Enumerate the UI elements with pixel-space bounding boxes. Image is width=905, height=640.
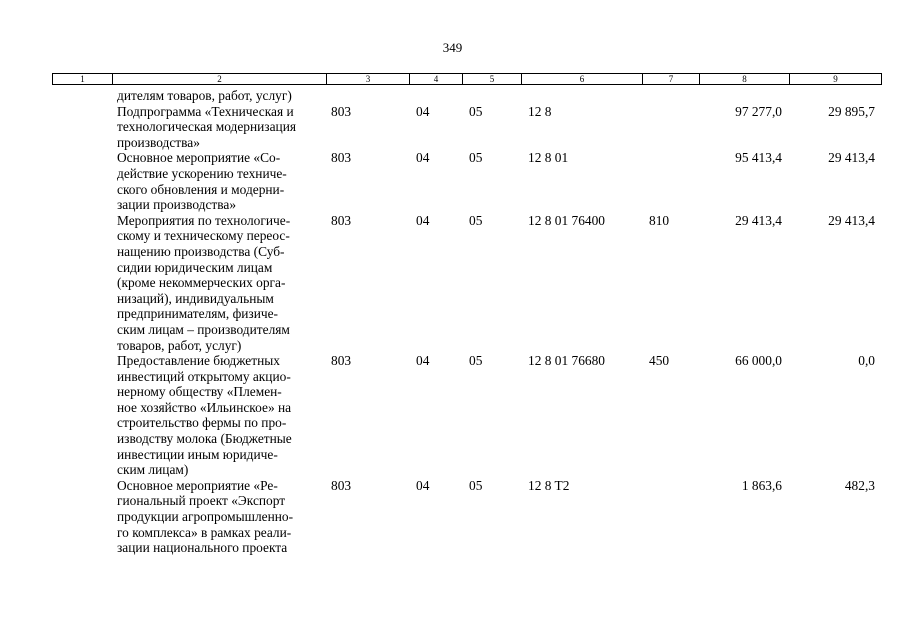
item-name-line: зации национального проекта [117,540,288,556]
item-name-line: Мероприятия по технологиче- [117,212,291,228]
column-number-header [52,73,882,85]
section-code-cell: 04 [416,212,430,228]
item-name-line: нерному обществу «Племен- [117,384,282,400]
item-name-line: производства» [117,134,200,150]
item-name-line: Основное мероприятие «Со- [117,150,281,166]
expense-type-cell [642,104,699,151]
row-number-cell [52,88,112,104]
amount-cell: 29 413,4 [828,212,875,228]
item-name-line: дителям товаров, работ, услуг) [117,88,292,103]
expense-type-cell: 450 [649,353,670,369]
amount-cell: 29 895,7 [828,103,875,119]
target-article-cell: 12 8 01 76680 [528,353,605,369]
item-name-line: технологическая модернизация [117,119,297,135]
ministry-code-cell: 803 [331,103,352,119]
item-name-line: Основное мероприятие «Ре- [117,477,278,493]
table-row [52,478,880,556]
column-number-3: 3 [327,74,410,84]
section-code-cell: 04 [416,150,430,166]
row-number-cell [52,353,112,478]
item-name-cell [112,88,326,104]
column-number-9: 9 [833,74,838,84]
ministry-code-cell: 803 [331,212,352,228]
item-name-cell [112,478,326,556]
subsection-code-cell: 05 [469,103,483,119]
item-name-line: зации производства» [117,197,237,213]
item-name-line: (кроме некоммерческих орга- [117,275,286,291]
item-name-line: гиональный проект «Экспорт [117,493,286,509]
item-name-line: товаров, работ, услуг) [117,337,242,353]
column-number-2: 2 [113,74,327,84]
expense-type-cell: 810 [649,212,670,228]
subsection-code-cell: 05 [469,353,483,369]
page-number: 349 [442,40,463,55]
amount-cell: 1 863,6 [741,477,782,493]
item-name-cell [112,353,326,478]
item-name-line: Предоставление бюджетных [117,353,280,369]
column-number-6: 6 [522,74,643,84]
item-name-line: предпринимателям, физиче- [117,306,279,322]
subsection-code-cell: 05 [469,212,483,228]
section-code-cell [409,88,462,104]
item-name-line: Подпрограмма «Техническая и [117,103,294,119]
item-name-line: действие ускорению техниче- [117,165,287,181]
amount-cell: 29 413,4 [735,212,782,228]
item-name-line: изводству молока (Бюджетные [117,431,292,447]
item-name-cell [112,213,326,353]
column-number-5: 5 [463,74,522,84]
row-number-cell [52,478,112,556]
subsection-code-cell: 05 [469,477,483,493]
target-article-cell: 12 8 T2 [528,477,570,493]
target-article-cell [521,88,642,104]
item-name-line: ского обновления и модерни- [117,181,285,197]
item-name-cell [112,104,326,151]
budget-table-body [52,88,880,556]
column-number-7: 7 [643,74,700,84]
ministry-code-cell: 803 [331,477,352,493]
table-row [52,150,880,212]
subsection-code-cell [462,88,521,104]
expense-type-cell [642,478,699,556]
table-row [52,104,880,151]
item-name-line: строительство фермы по про- [117,415,287,431]
item-name-line: ским лицам) [117,462,189,478]
table-row [52,213,880,353]
ministry-code-cell [326,88,409,104]
expense-type-cell [642,150,699,212]
column-number-1: 1 [53,74,113,84]
row-number-cell [52,150,112,212]
column-number-4: 4 [410,74,463,84]
amount-cell: 29 413,4 [828,150,875,166]
amount-cell [789,88,880,104]
table-row [52,353,880,478]
item-name-line: ским лицам – производителям [117,321,290,337]
amount-cell: 66 000,0 [735,353,782,369]
item-name-line: продукции агропромышленно- [117,509,294,525]
item-name-cell [112,150,326,212]
table-row [52,88,880,104]
item-name-line: сидии юридическим лицам [117,259,273,275]
expense-type-cell [642,88,699,104]
item-name-line: го комплекса» в рамках реали- [117,524,292,540]
item-name-line: низаций), индивидуальным [117,290,274,306]
item-name-line: инвестиции иным юридиче- [117,446,278,462]
item-name-line: нащению производства (Суб- [117,243,285,259]
ministry-code-cell: 803 [331,150,352,166]
amount-cell: 0,0 [858,353,875,369]
section-code-cell: 04 [416,103,430,119]
section-code-cell: 04 [416,353,430,369]
amount-cell: 95 413,4 [735,150,782,166]
section-code-cell: 04 [416,477,430,493]
amount-cell [699,88,789,104]
item-name-line: ное хозяйство «Ильинское» на [117,399,292,415]
amount-cell: 482,3 [844,477,875,493]
item-name-line: инвестиций открытому акцио- [117,368,291,384]
amount-cell: 97 277,0 [735,103,782,119]
row-number-cell [52,213,112,353]
target-article-cell: 12 8 [528,103,552,119]
column-number-8: 8 [700,74,790,84]
item-name-line: скому и техническому переос- [117,228,290,244]
ministry-code-cell: 803 [331,353,352,369]
subsection-code-cell: 05 [469,150,483,166]
row-number-cell [52,104,112,151]
target-article-cell: 12 8 01 [528,150,569,166]
target-article-cell: 12 8 01 76400 [528,212,605,228]
